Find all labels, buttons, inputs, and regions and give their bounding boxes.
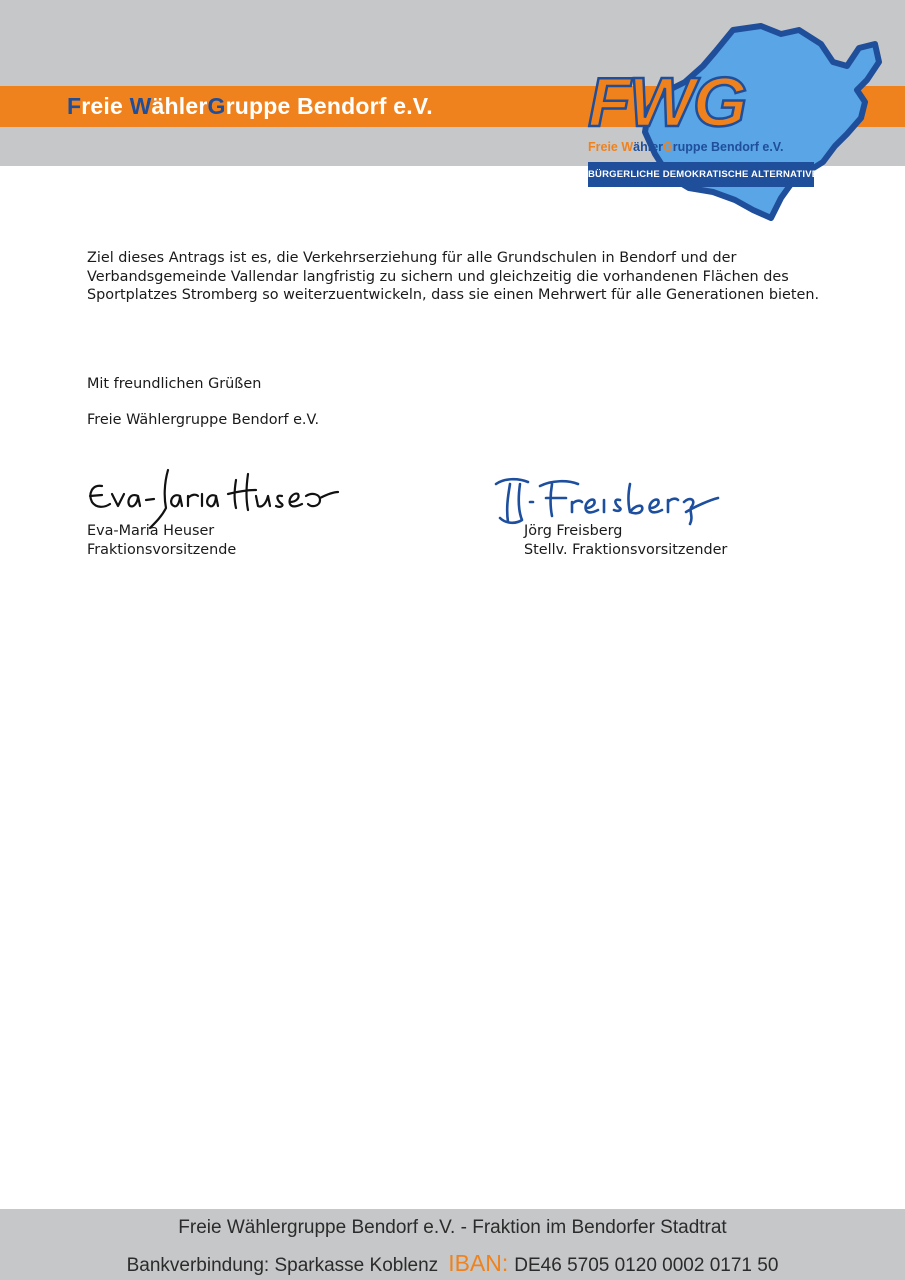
closing-greeting: Mit freundlichen Grüßen	[87, 376, 262, 392]
logo-subtitle-part: ruppe Bendorf e.V.	[672, 140, 784, 154]
title-part: reie	[81, 93, 130, 119]
signatory-name-freisberg: Jörg Freisberg	[524, 523, 623, 539]
logo-subtitle-part: Freie	[588, 140, 622, 154]
logo-subtitle	[588, 140, 783, 154]
header-title	[67, 93, 433, 120]
title-part: W	[129, 93, 152, 119]
organization-name: Freie Wählergruppe Bendorf e.V.	[87, 412, 320, 428]
iban-label: IBAN:	[448, 1250, 509, 1276]
signatory-name-heuser: Eva-Maria Heuser	[87, 523, 215, 539]
title-part: F	[67, 93, 82, 119]
iban-number: DE46 5705 0120 0002 0171 50	[514, 1255, 779, 1276]
letter-paragraph: Ziel dieses Antrags ist es, die Verkehrserziehung für alle Grundschulen in Bendorf und der Verbandsgemeinde Vallendar langfristig zu sichern und gleichzeitig die vorhandenen Flächen des Sportplatzes Stromberg so weiterzuentwickeln, dass sie einen Mehrwert für alle Generationen bieten.	[87, 250, 820, 303]
fwg-logo	[585, 22, 885, 227]
footer-line-bank	[0, 1250, 905, 1277]
title-part: ruppe Bendorf e.V.	[225, 93, 433, 119]
bank-name: Bankverbindung: Sparkasse Koblenz	[126, 1255, 439, 1276]
logo-subtitle-part: W	[621, 140, 634, 154]
footer-line-organization: Freie Wählergruppe Bendorf e.V. - Fraktion im Bendorfer Stadtrat	[178, 1217, 727, 1238]
logo-wordmark: FWG	[588, 63, 746, 141]
signatory-role-freisberg: Stellv. Fraktionsvorsitzender	[524, 542, 728, 558]
title-part: G	[207, 93, 226, 119]
logo-subtitle-part: G	[663, 140, 673, 154]
logo-subtitle-part: ähler	[633, 140, 664, 154]
logo-banner: BÜRGERLICHE DEMOKRATISCHE ALTERNATIVE	[588, 162, 814, 187]
signatory-role-heuser: Fraktionsvorsitzende	[87, 542, 237, 558]
title-part: ähler	[151, 93, 208, 119]
